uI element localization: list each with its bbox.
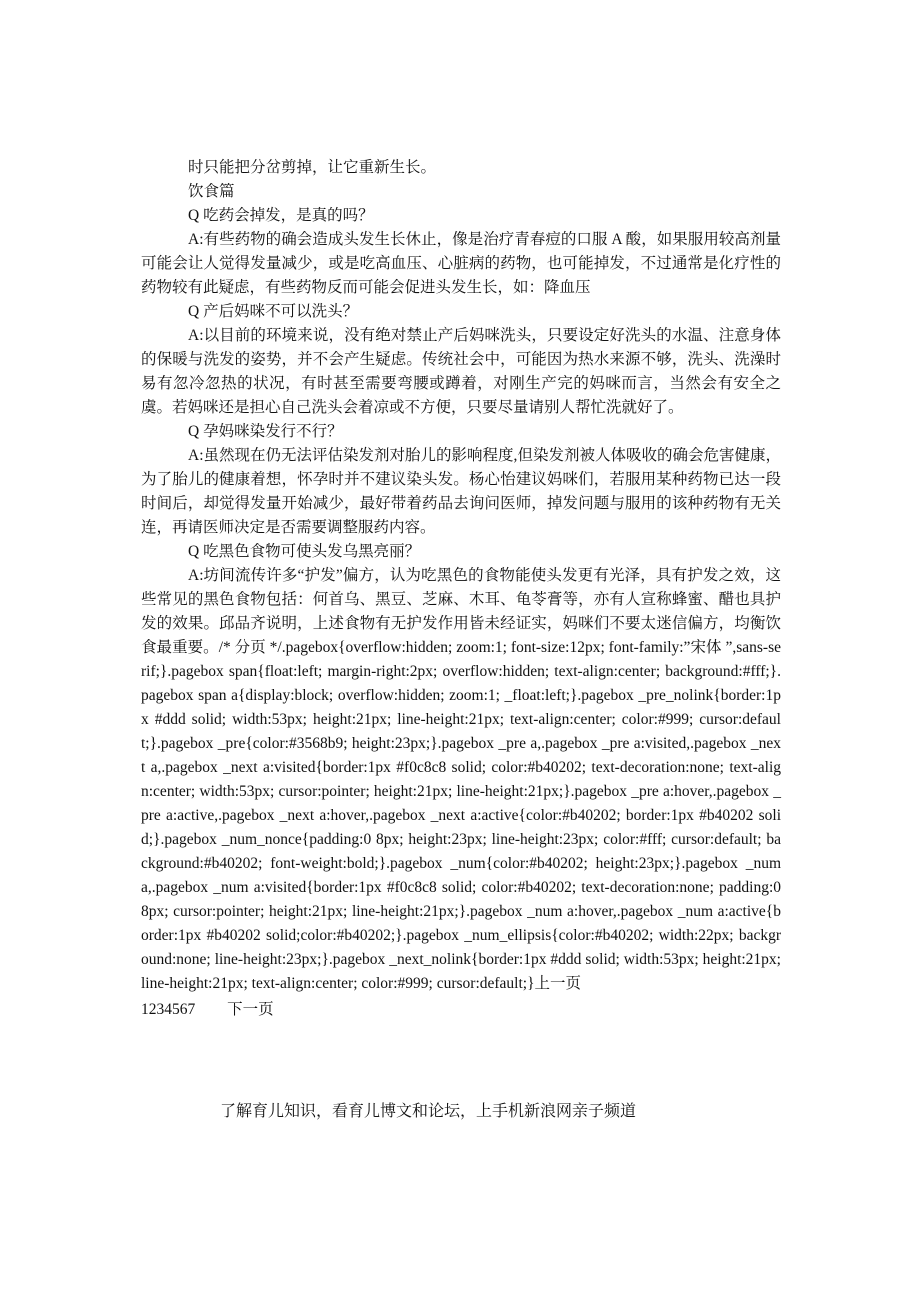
page-numbers[interactable]: 1234567 [141, 1001, 196, 1018]
footer-promo: 了解育儿知识，看育儿博文和论坛，上手机新浪网亲子频道 [220, 1103, 637, 1120]
answer: A:以目前的环境来说，没有绝对禁止产后妈咪洗头，只要设定好洗头的水温、注意身体的保暖与洗发的姿势，并不会产生疑虑。传统社会中，可能因为热水来源不够，洗头、洗澡时易有忽冷忽热的状况，有时甚至需要弯腰或蹲着，对刚生产完的妈咪而言，当然会有安全之虞。若妈咪还是担心自己洗头会着凉或不方便，只要尽量请别人帮忙洗就好了。 [141, 327, 781, 416]
question: Q 孕妈咪染发行不行？ [188, 423, 343, 440]
question: Q 吃药会掉发，是真的吗？ [188, 207, 374, 224]
section-heading: 饮食篇 [188, 183, 235, 200]
paragraph: 时只能把分岔剪掉，让它重新生长。 [188, 159, 437, 176]
next-page-link[interactable]: 下一页 [227, 1001, 274, 1018]
article-body [141, 156, 781, 1022]
question: Q 产后妈咪不可以洗头？ [188, 303, 359, 320]
question: Q 吃黑色食物可使头发乌黑亮丽？ [188, 543, 421, 560]
answer: A:虽然现在仍无法评估染发剂对胎儿的影响程度,但染发剂被人体吸收的确会危害健康，为了胎儿的健康着想，怀孕时并不建议染头发。杨心怡建议妈咪们，若服用某种药物已达一段时间后，却觉得发量开始减少，最好带着药品去询问医师，掉发问题与服用的该种药物有无关连，再请医师决定是否需要调整服药内容。 [141, 447, 781, 536]
answer-with-css-text: A:坊间流传许多“护发”偏方，认为吃黑色的食物能使头发更有光泽，具有护发之效，这些常见的黑色食物包括：何首乌、黑豆、芝麻、木耳、龟苓膏等，亦有人宣称蜂蜜、醋也具护发的效果。邱品齐说明，上述食物有无护发作用皆未经证实，妈咪们不要太迷信偏方，均衡饮食最重要。/* 分页 */.pagebox{overflow:hidden; zoom:1; font-size:12px; font-family:”宋体 ”,sans-serif;}.pagebox span{float:left; margin-right:2px; overflow:hidden; text-align:center; background:#fff;}.pagebox span a{display:block; overflow:hidden; zoom:1; _float:left;}.pagebox _pre_nolink{border:1px #ddd solid; width:53px; height:21px; line-height:21px; text-align:center; color:#999; cursor:default;}.pagebox _pre{color:#3568b9; height:23px;}.pagebox _pre a,.pagebox _pre a:visited,.pagebox _next a,.pagebox _next a:visited{border:1px #f0c8c8 solid; color:#b40202; text-decoration:none; text-align:center; width:53px; cursor:pointer; height:21px; line-height:21px;}.pagebox _pre a:hover,.pagebox _pre a:active,.pagebox _next a:hover,.pagebox _next a:active{color:#b40202; border:1px #b40202 solid;}.pagebox _num_nonce{padding:0 8px; height:23px; line-height:23px; color:#fff; cursor:default; background:#b40202; font-weight:bold;}.pagebox _num{color:#b40202; height:23px;}.pagebox _num a,.pagebox _num a:visited{border:1px #f0c8c8 solid; color:#b40202; text-decoration:none; padding:0 8px; cursor:pointer; height:21px; line-height:21px;}.pagebox _num a:hover,.pagebox _num a:active{border:1px #b40202 solid;color:#b40202;}.pagebox _num_ellipsis{color:#b40202; width:22px; background:none; line-height:23px;}.pagebox _next_nolink{border:1px #ddd solid; width:53px; height:21px; line-height:21px; text-align:center; color:#999; cursor:default;}上一页 [141, 567, 781, 992]
pagination [141, 998, 781, 1022]
answer: A:有些药物的确会造成头发生长休止，像是治疗青春痘的口服 A 酸，如果服用较高剂量可能会让人觉得发量减少，或是吃高血压、心脏病的药物，也可能掉发，不过通常是化疗性的药物较有此疑虑，有些药物反而可能会促进头发生长，如：降血压 [141, 231, 781, 296]
